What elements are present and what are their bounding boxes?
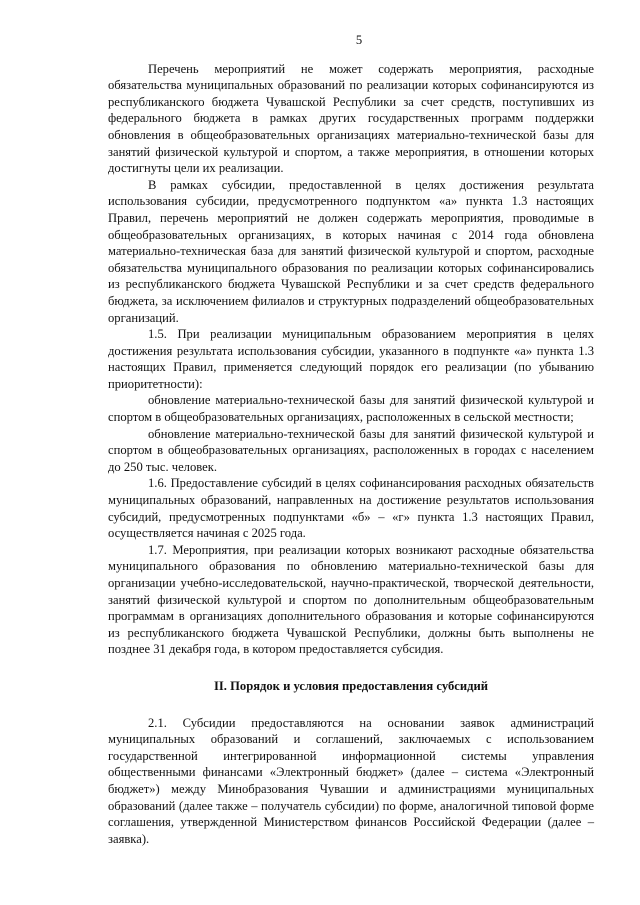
paragraph-clause-1-5: 1.5. При реализации муниципальным образованием мероприятия в целях достижения результата использования субсидии, указанного в подпункте «а» пункта 1.3 настоящих Правил, применяется следующий порядок его реализации (по убыванию приоритетности): bbox=[108, 327, 594, 391]
paragraph-priority-rural: обновление материально-технической базы для занятий физической культурой и спортом в общеобразовательных организациях, расположенных в сельской местности; bbox=[108, 393, 594, 425]
paragraph-clause-1-6: 1.6. Предоставление субсидий в целях софинансирования расходных обязательств муниципальных образований, направленных на достижение результатов использования субсидий, предусмотренных подпунктами «б» – «г» пункта 1.3 настоящих Правил, осуществляется начиная с 2025 года. bbox=[108, 476, 594, 541]
paragraph-subsidy-scope: В рамках субсидии, предоставленной в целях достижения результата использования субсидии, предусмотренного подпунктом «а» пункта 1.3 настоящих Правил, перечень мероприятий не должен содержать мероприятия, проводимые в общеобразовательных организациях, в которых начиная с 2014 года обновлена материально-техническая база для занятий физической культурой и спортом, расходные обязательства муниципального образования по реализации которых софинансировались из республиканского бюджета Чувашской Республики и за счет средств федерального бюджета, за исключением филиалов и структурных подразделений общеобразовательных организаций. bbox=[108, 177, 594, 325]
paragraph-clause-1-7: 1.7. Мероприятия, при реализации которых возникают расходные обязательства муниципального образования по обновлению материально-технической базы для организации учебно-исследовательской, научно-практической, творческой деятельности, занятий физической культурой и спортом по дополнительным общеобразовательным программам в организациях дополнительного образования и которые софинансируются из республиканского бюджета Чувашской Республики, должны быть выполнены не позднее 31 декабря года, в котором предоставляется субсидия. bbox=[108, 542, 594, 657]
page-number: 5 bbox=[355, 33, 363, 47]
paragraph-priority-towns: обновление материально-технической базы для занятий физической культурой и спортом в общеобразовательных организациях, расположенных в городах с населением до 250 тыс. человек. bbox=[108, 426, 594, 474]
paragraph-events-list-restriction: Перечень мероприятий не может содержать мероприятия, расходные обязательства муниципальных образований по реализации которых софинансируются из республиканского бюджета Чувашской Республики за счет средств, поступивших из федерального бюджета в рамках других государственных программ поддержки обновления в общеобразовательных организациях материально-технической базы для занятий физической культурой и спортом, а также мероприятия, в отношении которых достигнуты цели их реализации. bbox=[108, 61, 594, 176]
paragraph-clause-2-1: 2.1. Субсидии предоставляются на основании заявок администраций муниципальных образований и соглашений, заключаемых с использованием государственной интегрированной информационной системы управления общественными финансами «Электронный бюджет» (далее – система «Электронный бюджет») между Минобразования Чувашии и администрациями муниципальных образований (далее также – получатель субсидии) по форме, аналогичной типовой форме соглашения, утвержденной Министерством финансов Российской Федерации (далее – заявка). bbox=[108, 715, 594, 846]
section-heading: II. Порядок и условия предоставления субсидий bbox=[214, 678, 488, 693]
